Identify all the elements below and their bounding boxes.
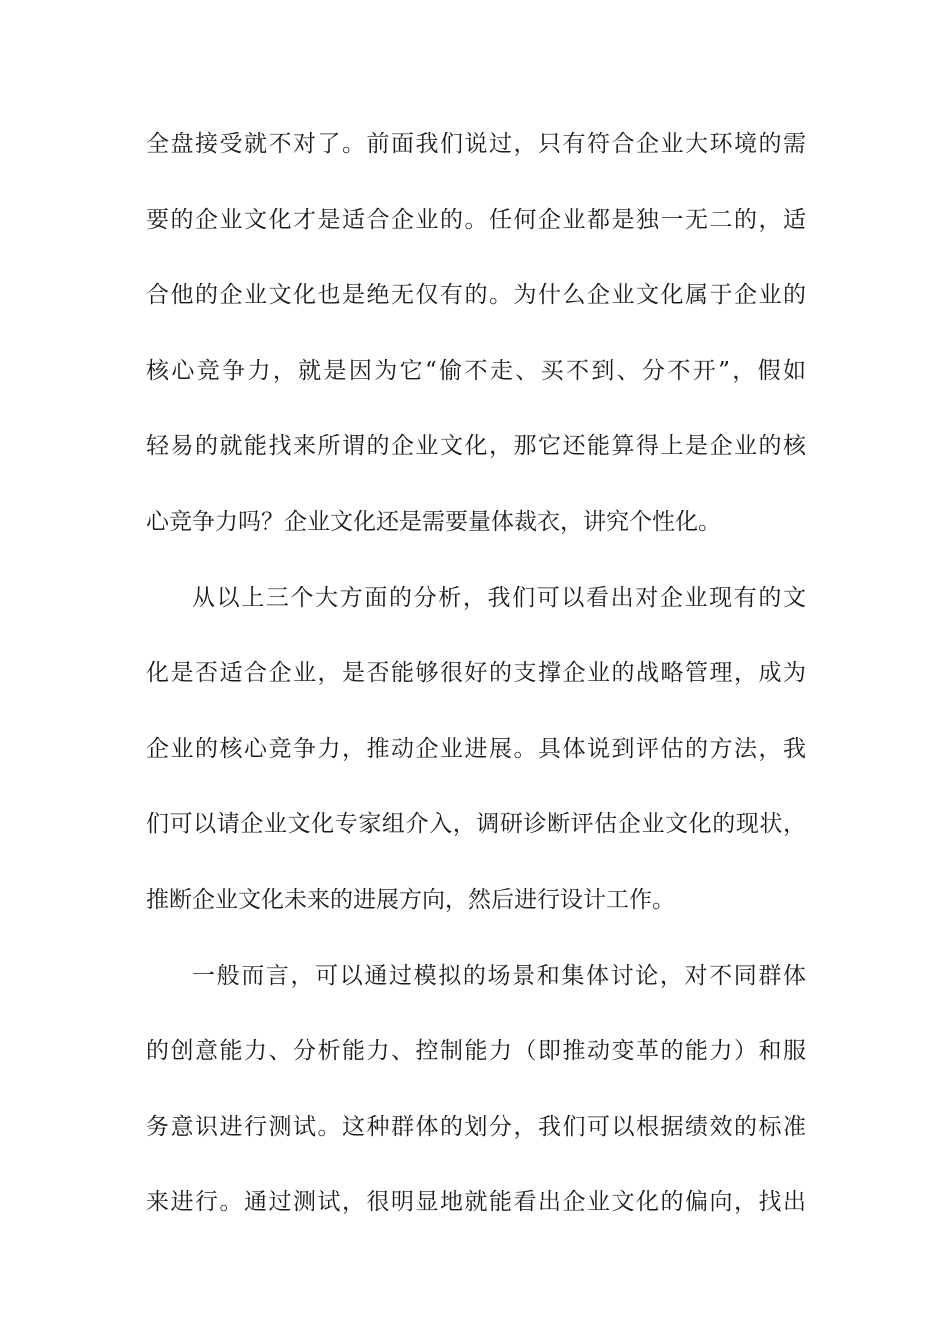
text-line: 的创意能力、分析能力、控制能力（即推动变革的能力）和服 xyxy=(146,1038,806,1065)
paragraph-3 xyxy=(146,960,806,1262)
text-line: 推断企业文化未来的进展方向，然后进行设计工作。 xyxy=(146,886,675,913)
document-body xyxy=(146,128,806,1262)
text-line: 要的企业文化才是适合企业的。任何企业都是独一无二的，适 xyxy=(146,206,806,233)
paragraph-2 xyxy=(146,582,806,960)
text-line: 合他的企业文化也是绝无仅有的。为什么企业文化属于企业的 xyxy=(146,282,806,309)
text-line: 从以上三个大方面的分析，我们可以看出对企业现有的文 xyxy=(192,584,806,611)
text-line: 务意识进行测试。这种群体的划分，我们可以根据绩效的标准 xyxy=(146,1113,806,1140)
text-line: 全盘接受就不对了。前面我们说过，只有符合企业大环境的需 xyxy=(146,131,806,157)
paragraph-1 xyxy=(146,128,806,582)
text-line: 们可以请企业文化专家组介入，调研诊断评估企业文化的现状， xyxy=(146,811,806,838)
text-line: 来进行。通过测试，很明显地就能看出企业文化的偏向，找出 xyxy=(146,1189,806,1216)
text-line: 轻易的就能找来所谓的企业文化，那它还能算得上是企业的核 xyxy=(146,433,806,460)
text-line: 一般而言，可以通过模拟的场景和集体讨论，对不同群体 xyxy=(192,962,806,989)
text-line: 企业的核心竞争力，推动企业进展。具体说到评估的方法，我 xyxy=(146,735,806,762)
text-line: 心竞争力吗？企业文化还是需要量体裁衣，讲究个性化。 xyxy=(146,508,721,535)
text-line: 核心竞争力，就是因为它“偷不走、买不到、分不开”，假如 xyxy=(146,357,806,384)
text-line: 化是否适合企业，是否能够很好的支撑企业的战略管理，成为 xyxy=(146,660,806,687)
